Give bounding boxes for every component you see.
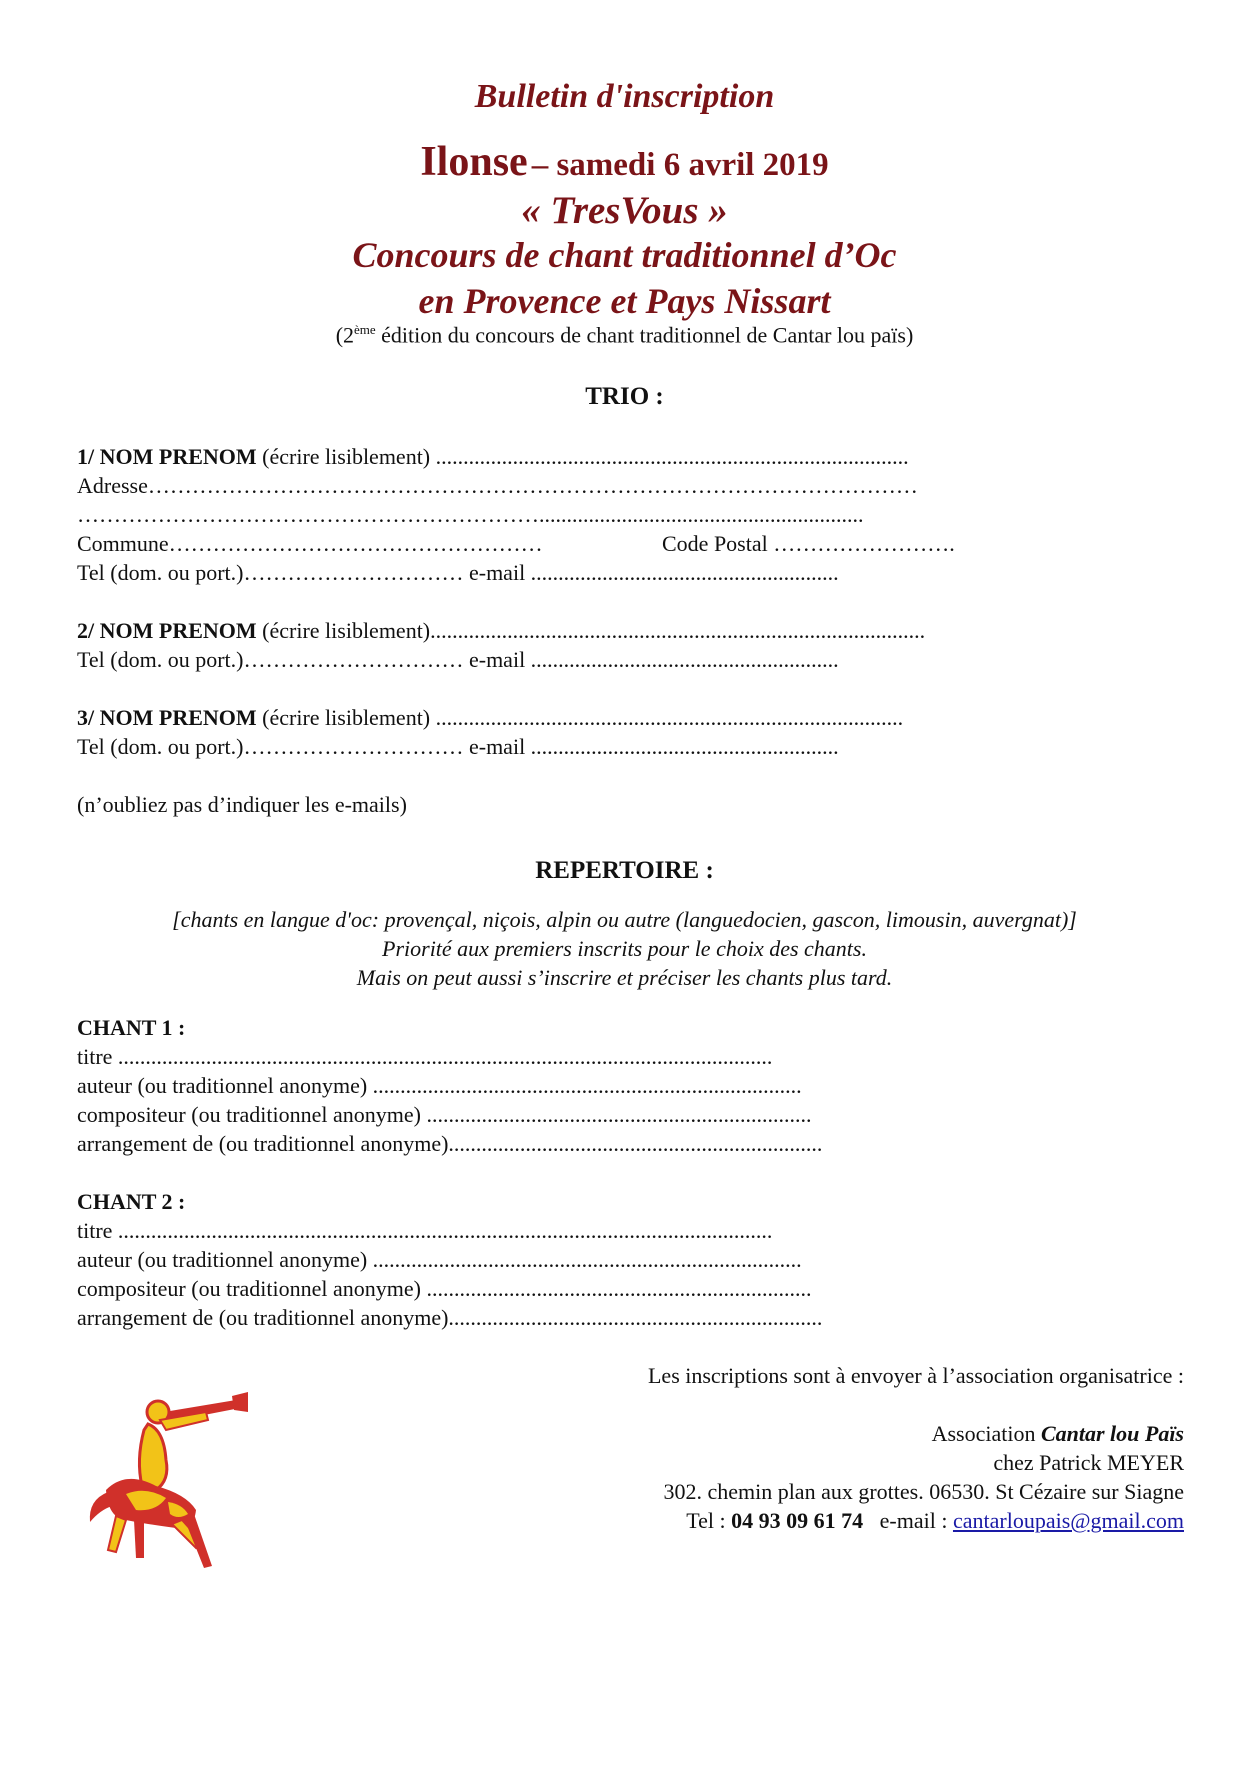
repertoire-note-later: Mais on peut aussi s’inscrire et préciser les chants plus tard. xyxy=(356,965,893,990)
chant-2-heading: CHANT 2 : xyxy=(77,1189,186,1214)
postal-code-field[interactable]: Code Postal ……………………. xyxy=(662,531,955,556)
address-field-line-2[interactable]: ………………………………………………………........................................................... xyxy=(77,502,864,527)
chant-2-title-field[interactable]: titre ....................................................................................................................... xyxy=(77,1218,773,1243)
email-link[interactable]: cantarloupais@gmail.com xyxy=(952,1508,1184,1533)
chant-1-arrangement-field[interactable]: arrangement de (ou traditionnel anonyme).................................................................... xyxy=(77,1131,823,1156)
contact-tel-email: Tel : 04 93 09 61 74 e-mail : cantarloupais@gmail.com xyxy=(686,1508,1184,1533)
centaur-horn-logo-icon xyxy=(86,1390,256,1575)
event-date: – samedi 6 avril 2019 xyxy=(531,147,829,183)
edition-note: (2ème édition du concours de chant traditionnel de Cantar lou païs) xyxy=(335,322,914,348)
repertoire-note-languages: [chants en langue d'oc: provençal, niçois, alpin ou autre (languedocien, gascon, limousin, auvergnat)] xyxy=(172,907,1077,932)
participant-3-name-field[interactable]: 3/ NOM PRENOM (écrire lisiblement) ..................................................................................... xyxy=(77,705,904,730)
participant-3-tel-email-field[interactable]: Tel (dom. ou port.)………………………… e-mail ........................................................ xyxy=(77,734,839,759)
trio-heading: TRIO : xyxy=(585,383,664,410)
chant-2-composer-field[interactable]: compositeur (ou traditionnel anonyme) ...................................................................... xyxy=(77,1276,812,1301)
participant-2-name-field[interactable]: 2/ NOM PRENOM (écrire lisiblement).......................................................................................... xyxy=(77,618,926,643)
repertoire-heading: REPERTOIRE : xyxy=(535,857,714,884)
address-field[interactable]: Adresse…………………………………………………………………………………………… xyxy=(77,473,918,498)
form-title: Bulletin d'inscription xyxy=(474,78,775,115)
postal-address: 302. chemin plan aux grottes. 06530. St Cézaire sur Siagne xyxy=(663,1479,1184,1504)
phone-number: 04 93 09 61 74 xyxy=(731,1508,864,1533)
event-place: Ilonse xyxy=(420,139,528,185)
commune-field[interactable]: Commune…………………………………………… xyxy=(77,531,543,556)
chant-1-author-field[interactable]: auteur (ou traditionnel anonyme) .............................................................................. xyxy=(77,1073,802,1098)
event-name: « TresVous » xyxy=(521,189,728,232)
participant-1-name-field[interactable]: 1/ NOM PRENOM (écrire lisiblement) ...................................................................................... xyxy=(77,444,909,469)
chant-1-composer-field[interactable]: compositeur (ou traditionnel anonyme) ...................................................................... xyxy=(77,1102,812,1127)
event-place-date xyxy=(0,138,1249,186)
chant-1-heading: CHANT 1 : xyxy=(77,1015,186,1040)
repertoire-note-priority: Priorité aux premiers inscrits pour le choix des chants. xyxy=(382,936,867,961)
chant-2-arrangement-field[interactable]: arrangement de (ou traditionnel anonyme).................................................................... xyxy=(77,1305,823,1330)
chant-2-author-field[interactable]: auteur (ou traditionnel anonyme) .............................................................................. xyxy=(77,1247,802,1272)
chant-1-title-field[interactable]: titre ....................................................................................................................... xyxy=(77,1044,773,1069)
event-subtitle-1: Concours de chant traditionnel d’Oc xyxy=(352,235,897,275)
association-name: Association Cantar lou Païs xyxy=(931,1421,1184,1446)
submission-instructions: Les inscriptions sont à envoyer à l’association organisatrice : xyxy=(647,1363,1184,1388)
participant-2-tel-email-field[interactable]: Tel (dom. ou port.)………………………… e-mail ........................................................ xyxy=(77,647,839,672)
participant-1-tel-email-field[interactable]: Tel (dom. ou port.)………………………… e-mail ........................................................ xyxy=(77,560,839,585)
event-subtitle-2: en Provence et Pays Nissart xyxy=(418,281,831,321)
email-reminder: (n’oubliez pas d’indiquer les e-mails) xyxy=(77,792,407,817)
contact-person: chez Patrick MEYER xyxy=(993,1450,1184,1475)
